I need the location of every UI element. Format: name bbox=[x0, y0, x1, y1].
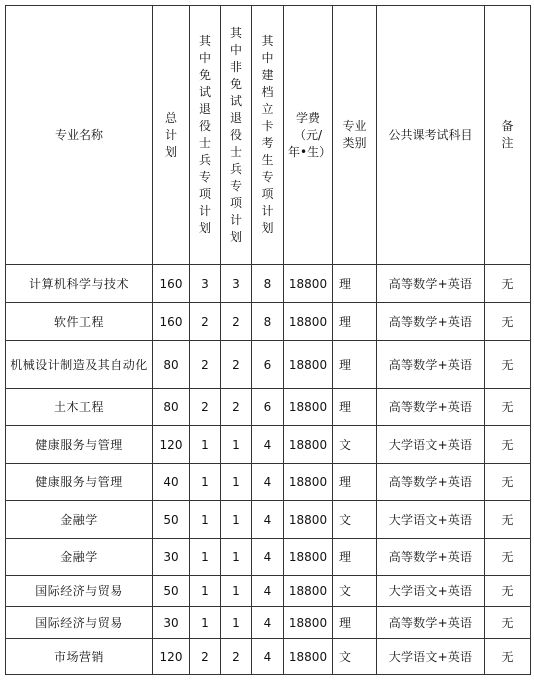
cell-non-exempt: 1 bbox=[221, 576, 252, 607]
cell-total: 40 bbox=[153, 464, 190, 501]
cell-name: 土木工程 bbox=[6, 389, 153, 426]
cell-exempt: 2 bbox=[190, 389, 221, 426]
header-exam-subjects: 公共课考试科目 bbox=[377, 6, 485, 265]
cell-total: 160 bbox=[153, 265, 190, 303]
table-row bbox=[6, 539, 531, 576]
cell-name: 机械设计制造及其自动化 bbox=[6, 341, 153, 389]
cell-poverty: 6 bbox=[252, 389, 284, 426]
cell-note: 无 bbox=[485, 607, 531, 639]
cell-total: 80 bbox=[153, 341, 190, 389]
cell-total: 120 bbox=[153, 426, 190, 464]
cell-non-exempt: 2 bbox=[221, 639, 252, 675]
cell-total: 50 bbox=[153, 576, 190, 607]
cell-type: 文 bbox=[333, 426, 377, 464]
cell-exempt: 1 bbox=[190, 607, 221, 639]
cell-fee: 18800 bbox=[284, 539, 333, 576]
cell-poverty: 4 bbox=[252, 464, 284, 501]
table-row bbox=[6, 639, 531, 675]
cell-name: 金融学 bbox=[6, 539, 153, 576]
cell-non-exempt: 1 bbox=[221, 539, 252, 576]
table-row bbox=[6, 464, 531, 501]
cell-poverty: 4 bbox=[252, 426, 284, 464]
header-major-name: 专业名称 bbox=[6, 6, 153, 265]
cell-exempt: 2 bbox=[190, 639, 221, 675]
table-row bbox=[6, 303, 531, 341]
cell-type: 理 bbox=[333, 389, 377, 426]
cell-total: 30 bbox=[153, 607, 190, 639]
cell-type: 理 bbox=[333, 539, 377, 576]
cell-name: 市场营销 bbox=[6, 639, 153, 675]
cell-type: 文 bbox=[333, 576, 377, 607]
cell-type: 文 bbox=[333, 501, 377, 539]
table-row bbox=[6, 576, 531, 607]
cell-type: 文 bbox=[333, 639, 377, 675]
cell-non-exempt: 1 bbox=[221, 607, 252, 639]
table-row bbox=[6, 389, 531, 426]
cell-subjects: 高等数学+英语 bbox=[377, 607, 485, 639]
cell-note: 无 bbox=[485, 576, 531, 607]
cell-exempt: 1 bbox=[190, 539, 221, 576]
cell-name: 国际经济与贸易 bbox=[6, 607, 153, 639]
header-major-type: 专业类别 bbox=[333, 6, 377, 265]
header-tuition: 学费（元/年•生） bbox=[284, 6, 333, 265]
cell-non-exempt: 1 bbox=[221, 501, 252, 539]
cell-total: 160 bbox=[153, 303, 190, 341]
cell-non-exempt: 3 bbox=[221, 265, 252, 303]
header-exempt-veteran-plan: 其中免试退役士兵专项计划 bbox=[190, 6, 221, 265]
cell-fee: 18800 bbox=[284, 607, 333, 639]
table-body bbox=[6, 265, 531, 675]
cell-name: 计算机科学与技术 bbox=[6, 265, 153, 303]
cell-exempt: 1 bbox=[190, 464, 221, 501]
cell-note: 无 bbox=[485, 265, 531, 303]
cell-note: 无 bbox=[485, 389, 531, 426]
cell-fee: 18800 bbox=[284, 464, 333, 501]
cell-subjects: 大学语文+英语 bbox=[377, 639, 485, 675]
header-note: 备注 bbox=[485, 6, 531, 265]
cell-poverty: 8 bbox=[252, 265, 284, 303]
cell-fee: 18800 bbox=[284, 265, 333, 303]
cell-name: 健康服务与管理 bbox=[6, 426, 153, 464]
cell-non-exempt: 1 bbox=[221, 426, 252, 464]
cell-name: 健康服务与管理 bbox=[6, 464, 153, 501]
cell-name: 软件工程 bbox=[6, 303, 153, 341]
cell-subjects: 高等数学+英语 bbox=[377, 341, 485, 389]
cell-subjects: 高等数学+英语 bbox=[377, 464, 485, 501]
header-total-plan: 总计划 bbox=[153, 6, 190, 265]
cell-total: 120 bbox=[153, 639, 190, 675]
cell-type: 理 bbox=[333, 607, 377, 639]
cell-subjects: 高等数学+英语 bbox=[377, 539, 485, 576]
cell-subjects: 高等数学+英语 bbox=[377, 265, 485, 303]
cell-poverty: 4 bbox=[252, 639, 284, 675]
cell-subjects: 高等数学+英语 bbox=[377, 303, 485, 341]
cell-exempt: 2 bbox=[190, 303, 221, 341]
cell-poverty: 4 bbox=[252, 539, 284, 576]
cell-non-exempt: 1 bbox=[221, 464, 252, 501]
cell-non-exempt: 2 bbox=[221, 389, 252, 426]
table-row bbox=[6, 265, 531, 303]
cell-poverty: 4 bbox=[252, 501, 284, 539]
cell-non-exempt: 2 bbox=[221, 303, 252, 341]
cell-name: 金融学 bbox=[6, 501, 153, 539]
cell-note: 无 bbox=[485, 501, 531, 539]
cell-fee: 18800 bbox=[284, 341, 333, 389]
cell-subjects: 大学语文+英语 bbox=[377, 501, 485, 539]
header-row bbox=[6, 6, 531, 265]
table-row bbox=[6, 501, 531, 539]
cell-fee: 18800 bbox=[284, 303, 333, 341]
cell-exempt: 1 bbox=[190, 576, 221, 607]
cell-fee: 18800 bbox=[284, 501, 333, 539]
cell-total: 30 bbox=[153, 539, 190, 576]
cell-note: 无 bbox=[485, 539, 531, 576]
cell-exempt: 2 bbox=[190, 341, 221, 389]
cell-type: 理 bbox=[333, 303, 377, 341]
cell-type: 理 bbox=[333, 265, 377, 303]
table-row bbox=[6, 341, 531, 389]
cell-type: 理 bbox=[333, 464, 377, 501]
cell-poverty: 8 bbox=[252, 303, 284, 341]
enrollment-plan-table bbox=[5, 5, 531, 675]
cell-type: 理 bbox=[333, 341, 377, 389]
cell-note: 无 bbox=[485, 639, 531, 675]
table-row bbox=[6, 426, 531, 464]
cell-subjects: 大学语文+英语 bbox=[377, 576, 485, 607]
cell-exempt: 3 bbox=[190, 265, 221, 303]
cell-fee: 18800 bbox=[284, 389, 333, 426]
cell-fee: 18800 bbox=[284, 576, 333, 607]
cell-name: 国际经济与贸易 bbox=[6, 576, 153, 607]
cell-note: 无 bbox=[485, 426, 531, 464]
cell-note: 无 bbox=[485, 464, 531, 501]
cell-total: 50 bbox=[153, 501, 190, 539]
cell-fee: 18800 bbox=[284, 639, 333, 675]
cell-note: 无 bbox=[485, 341, 531, 389]
cell-poverty: 4 bbox=[252, 607, 284, 639]
cell-subjects: 高等数学+英语 bbox=[377, 389, 485, 426]
cell-fee: 18800 bbox=[284, 426, 333, 464]
cell-exempt: 1 bbox=[190, 426, 221, 464]
cell-non-exempt: 2 bbox=[221, 341, 252, 389]
cell-note: 无 bbox=[485, 303, 531, 341]
header-non-exempt-veteran-plan: 其中非免试退役士兵专项计划 bbox=[221, 6, 252, 265]
cell-subjects: 大学语文+英语 bbox=[377, 426, 485, 464]
cell-total: 80 bbox=[153, 389, 190, 426]
table-row bbox=[6, 607, 531, 639]
cell-poverty: 6 bbox=[252, 341, 284, 389]
cell-exempt: 1 bbox=[190, 501, 221, 539]
header-poverty-plan: 其中建档立卡考生专项计划 bbox=[252, 6, 284, 265]
cell-poverty: 4 bbox=[252, 576, 284, 607]
